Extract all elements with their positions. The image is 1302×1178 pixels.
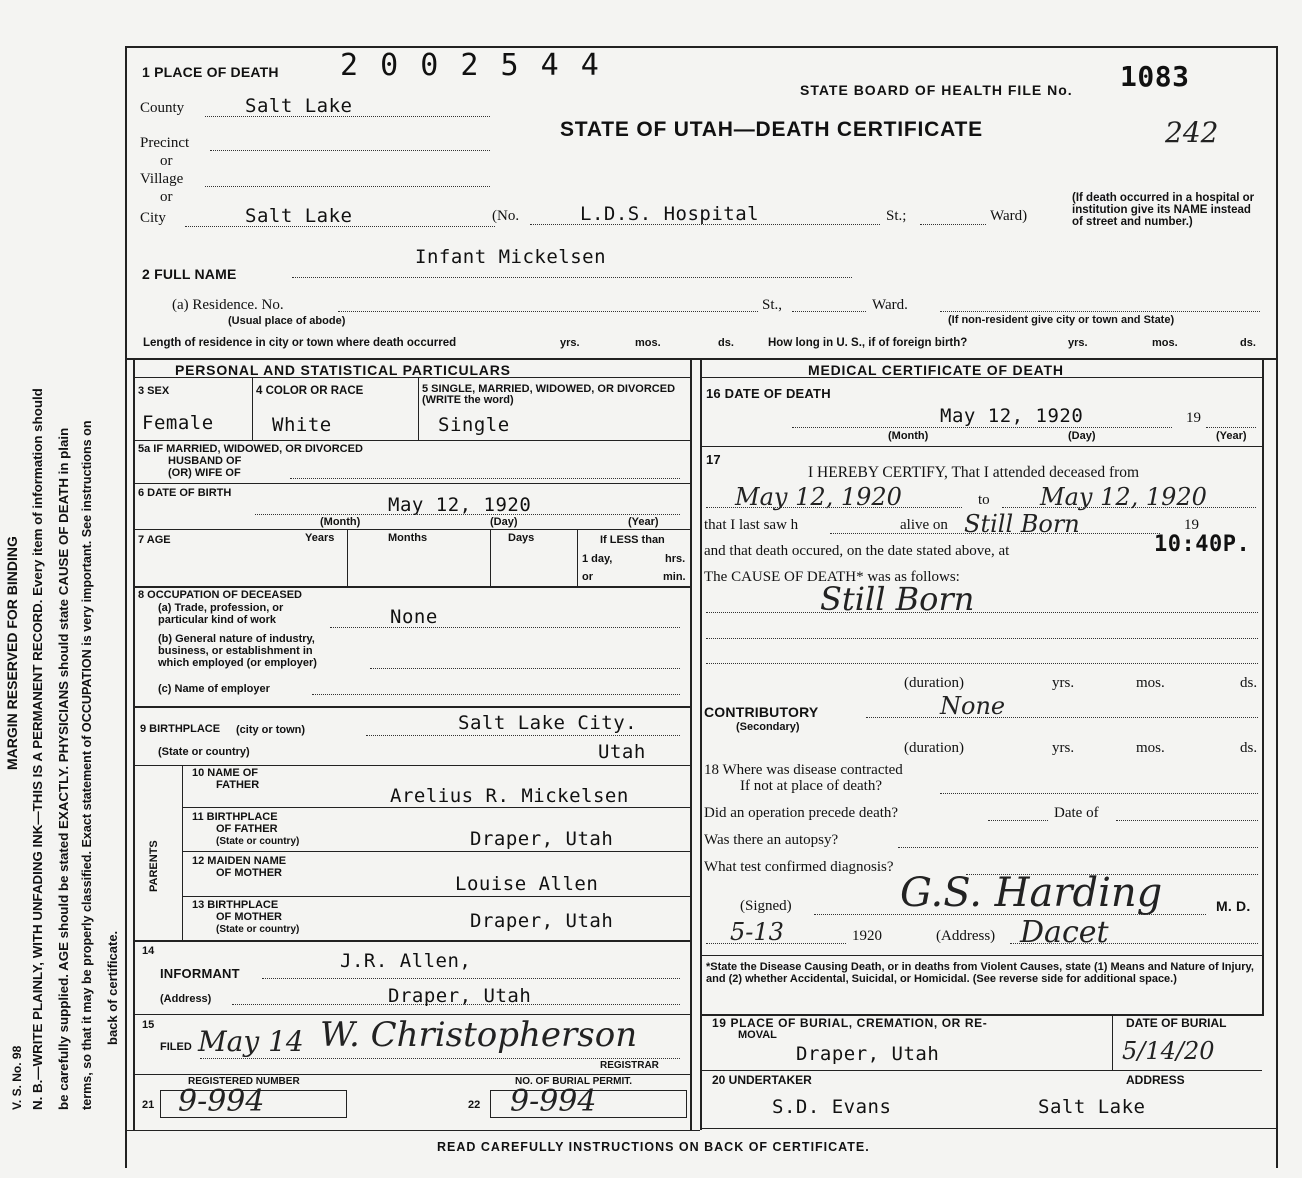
marital-value: Single (438, 414, 510, 436)
foreign-yrs: yrs. (1068, 337, 1088, 349)
informant-label: INFORMANT (160, 966, 240, 981)
length-yrs: yrs. (560, 337, 580, 349)
foreign-mos: mos. (1152, 337, 1178, 349)
city-value: Salt Lake (245, 205, 353, 227)
less-than-label: If LESS than (600, 534, 665, 546)
city-label: City (140, 210, 166, 226)
place-of-death-label: 1 PLACE OF DEATH (142, 64, 279, 80)
mother-bp-label-3: (State or country) (216, 924, 300, 935)
medical-section-header: MEDICAL CERTIFICATE OF DEATH (808, 362, 1064, 378)
foreign-ds: ds. (1240, 337, 1256, 349)
attended-from-date: May 12, 1920 (735, 483, 902, 511)
contrib-duration-label: (duration) (904, 740, 964, 756)
father-birthplace-value: Draper, Utah (470, 828, 614, 850)
county-value: Salt Lake (245, 95, 353, 117)
ward-label: Ward) (990, 208, 1028, 224)
registrar-signature: W. Christopherson (320, 1015, 638, 1055)
test-label: What test confirmed diagnosis? (704, 859, 894, 875)
top-border (125, 46, 1276, 48)
right-border (1276, 46, 1278, 1168)
birthplace-label: 9 BIRTHPLACE (140, 723, 221, 735)
cause-mos: mos. (1136, 675, 1165, 691)
age-label: 7 AGE (138, 534, 171, 546)
hospital-value: L.D.S. Hospital (580, 203, 760, 225)
race-label: 4 COLOR OR RACE (256, 385, 364, 397)
age-months-label: Months (388, 532, 428, 544)
or-label-3: or (582, 571, 593, 583)
margin-instruction-2: be carefully supplied. AGE should be stated EXACTLY. PHYSICIANS should state CAUSE OF DEATH in plain (56, 427, 71, 1110)
cause-yrs: yrs. (1052, 675, 1075, 691)
burial-permit-value: 9-994 (510, 1084, 597, 1119)
spouse-label-2: HUSBAND OF (168, 455, 242, 467)
item-18-label: 18 Where was disease contracted (704, 762, 903, 778)
foreign-birth-label: How long in U. S., if of foreign birth? (768, 337, 968, 349)
not-at-place-label: If not at place of death? (740, 778, 883, 794)
informant-number: 14 (142, 945, 155, 957)
dob-day-caption: (Day) (490, 516, 518, 528)
marital-label: 5 SINGLE, MARRIED, WIDOWED, OR DIVORCED (WRITE the word) (422, 383, 676, 406)
personal-section-header: PERSONAL AND STATISTICAL PARTICULARS (175, 362, 511, 378)
informant-value: J.R. Allen, (340, 950, 472, 972)
cause-of-death-value: Still Born (820, 580, 975, 618)
birthplace-state: Utah (598, 741, 646, 763)
filed-label: FILED (160, 1041, 192, 1053)
father-bp-label-3: (State or country) (216, 836, 300, 847)
dob-label: 6 DATE OF BIRTH (138, 487, 232, 499)
physician-signature: G.S. Harding (900, 870, 1163, 916)
dob-year-caption: (Year) (628, 516, 659, 528)
hospital-note: (If death occurred in a hospital or institution give its NAME instead of street and number.) (1072, 192, 1255, 228)
length-mos: mos. (635, 337, 661, 349)
birthplace-city: Salt Lake City. (458, 712, 638, 734)
street-label: St.; (886, 208, 907, 224)
full-name-label: 2 FULL NAME (142, 266, 237, 282)
signed-date-handwritten: 5-13 (730, 918, 784, 946)
burial-place-label-2: MOVAL (738, 1029, 777, 1041)
margin-instruction-4: back of certificate. (105, 930, 120, 1045)
occupation-a-label: (a) Trade, profession, or (158, 602, 284, 614)
father-label-1: 10 NAME OF (192, 767, 259, 779)
autopsy-label: Was there an autopsy? (704, 832, 839, 848)
occupation-b-label-3: which employed (or employer) (158, 657, 317, 669)
mother-label-2: OF MOTHER (216, 867, 282, 879)
non-resident-note: (If non-resident give city or town and State) (948, 314, 1175, 326)
certificate-number: 2 0 0 2 5 4 4 (340, 48, 601, 83)
attended-to-date: May 12, 1920 (1040, 483, 1207, 511)
dob-month-caption: (Month) (320, 516, 361, 528)
informant-address-value: Draper, Utah (388, 985, 532, 1007)
street-no-label: (No. (492, 208, 520, 224)
dod-day-caption: (Day) (1068, 430, 1096, 442)
last-saw-handwritten: Still Born (964, 510, 1080, 538)
form-number: V. S. No. 98 (10, 1045, 24, 1110)
mother-bp-label-2: OF MOTHER (216, 911, 282, 923)
or-label-2: or (160, 189, 173, 205)
cause-duration-label: (duration) (904, 675, 964, 691)
length-residence-label: Length of residence in city or town where death occurred (143, 337, 457, 349)
undertaker-label: 20 UNDERTAKER (712, 1073, 812, 1087)
sex-value: Female (142, 412, 214, 434)
physician-address-label: (Address) (936, 928, 996, 944)
residence-ward-label: Ward. (872, 297, 908, 313)
undertaker-address-label: ADDRESS (1126, 1073, 1185, 1087)
residence-st-label: St., (762, 297, 783, 313)
mother-value: Louise Allen (455, 873, 599, 895)
usual-abode-label: (Usual place of abode) (228, 315, 346, 327)
item-17: 17 (706, 452, 721, 467)
alive-on-label: alive on (900, 517, 948, 533)
file-number-label: STATE BOARD OF HEALTH FILE No. (800, 82, 1073, 98)
burial-date-value: 5/14/20 (1122, 1037, 1215, 1065)
mother-birthplace-value: Draper, Utah (470, 910, 614, 932)
dob-value: May 12, 1920 (388, 494, 532, 516)
burial-place-label: 19 PLACE OF BURIAL, CREMATION, OR RE- (712, 1016, 988, 1030)
cause-ds: ds. (1240, 675, 1258, 691)
date-of-death-label: 16 DATE OF DEATH (706, 386, 831, 401)
margin-instruction-1: N. B.—WRITE PLAINLY, WITH UNFADING INK—THIS IS A PERMANENT RECORD. Every item of information should (30, 388, 45, 1110)
date-of-label: Date of (1054, 805, 1099, 821)
md-label: M. D. (1216, 898, 1251, 914)
age-days-label: Days (508, 532, 535, 544)
date-of-death-value: May 12, 1920 (940, 405, 1084, 427)
dod-19-label: 19 (1186, 410, 1201, 426)
father-bp-label-1: 11 BIRTHPLACE (192, 811, 278, 823)
left-border (125, 46, 127, 1168)
operation-label: Did an operation precede death? (704, 805, 899, 821)
spouse-label-1: 5a IF MARRIED, WIDOWED, OR DIVORCED (138, 443, 363, 455)
contributory-value: None (940, 692, 1006, 720)
county-label: County (140, 100, 185, 116)
hrs-label: hrs. (665, 553, 686, 565)
length-ds: ds. (718, 337, 734, 349)
contrib-ds: ds. (1240, 740, 1258, 756)
residence-label: (a) Residence. No. (172, 297, 284, 313)
or-label-1: or (160, 153, 173, 169)
mother-label-1: 12 MAIDEN NAME (192, 855, 287, 867)
margin-reserved-text: MARGIN RESERVED FOR BINDING (4, 536, 20, 770)
cause-of-death-label: The CAUSE OF DEATH* was as follows: (704, 569, 960, 585)
last-saw-19: 19 (1184, 517, 1199, 533)
time-of-death: 10:40P. (1154, 532, 1251, 557)
to-label: to (978, 492, 990, 508)
certify-text: I HEREBY CERTIFY, That I attended deceased from (808, 464, 1140, 481)
footer-instructions: READ CAREFULLY INSTRUCTIONS ON BACK OF CERTIFICATE. (437, 1140, 870, 1154)
occupation-value: None (390, 606, 438, 628)
city-or-town-caption: (city or town) (236, 724, 306, 736)
burial-place-value: Draper, Utah (796, 1043, 940, 1065)
physician-address-handwritten: Dacet (1020, 915, 1109, 950)
spouse-label-3: (OR) WIFE OF (168, 467, 241, 479)
undertaker-value: S.D. Evans (772, 1096, 892, 1118)
race-value: White (272, 414, 332, 436)
min-label: min. (663, 571, 686, 583)
occupation-b-label-2: business, or establishment in (158, 645, 313, 657)
margin-instruction-3: terms, so that it may be properly classified. Exact statement of OCCUPATION is very important. See instructions on (80, 420, 94, 1110)
cause-footnote: *State the Disease Causing Death, or in deaths from Violent Causes, state (1) Means and Nature of Injury, and (2) whether Accidental, Suicidal, or Homicidal. (See reverse side for additional space.) (706, 961, 1254, 985)
father-label-2: FATHER (216, 779, 260, 791)
registration-handwritten: 242 (1165, 116, 1219, 149)
occupation-b-label: (b) General nature of industry, (158, 633, 315, 645)
dod-year-caption: (Year) (1216, 430, 1247, 442)
burial-date-label: DATE OF BURIAL (1126, 1016, 1227, 1030)
contrib-mos: mos. (1136, 740, 1165, 756)
age-years-label: Years (305, 532, 335, 544)
undertaker-address-value: Salt Lake (1038, 1096, 1146, 1118)
dod-month-caption: (Month) (888, 430, 929, 442)
full-name-value: Infant Mickelsen (415, 246, 607, 268)
mother-bp-label-1: 13 BIRTHPLACE (192, 899, 279, 911)
last-saw-label: that I last saw h (704, 517, 799, 533)
death-occurred-text: and that death occured, on the date stated above, at (704, 543, 1010, 559)
contributory-label: CONTRIBUTORY (704, 704, 819, 720)
father-value: Arelius R. Mickelsen (390, 785, 629, 807)
registrar-label: REGISTRAR (600, 1060, 659, 1071)
village-label: Village (140, 171, 184, 187)
item-21: 21 (142, 1099, 155, 1111)
parents-label: PARENTS (148, 840, 160, 892)
state-or-country-caption: (State or country) (158, 746, 250, 758)
occupation-a-label-2: particular kind of work (158, 614, 276, 626)
informant-address-label: (Address) (160, 993, 212, 1005)
certificate-title: STATE OF UTAH—DEATH CERTIFICATE (560, 118, 983, 141)
precinct-label: Precinct (140, 135, 190, 151)
filed-date-handwritten: May 14 (198, 1025, 304, 1058)
filed-number: 15 (142, 1019, 155, 1031)
employer-label: (c) Name of employer (158, 683, 270, 695)
one-day-label: 1 day, (582, 553, 613, 565)
signed-year-prefix: 1920 (852, 928, 882, 944)
father-bp-label-2: OF FATHER (216, 823, 278, 835)
secondary-label: (Secondary) (736, 721, 800, 733)
file-number: 1083 (1120, 60, 1190, 93)
item-22: 22 (468, 1099, 481, 1111)
registered-number-label: REGISTERED NUMBER (188, 1076, 300, 1087)
occupation-label: 8 OCCUPATION OF DECEASED (138, 589, 302, 601)
burial-permit-label: NO. OF BURIAL PERMIT. (515, 1076, 633, 1087)
registered-number-value: 9-994 (178, 1084, 265, 1119)
contrib-yrs: yrs. (1052, 740, 1075, 756)
signed-label: (Signed) (740, 898, 792, 914)
sex-label: 3 SEX (138, 385, 170, 397)
